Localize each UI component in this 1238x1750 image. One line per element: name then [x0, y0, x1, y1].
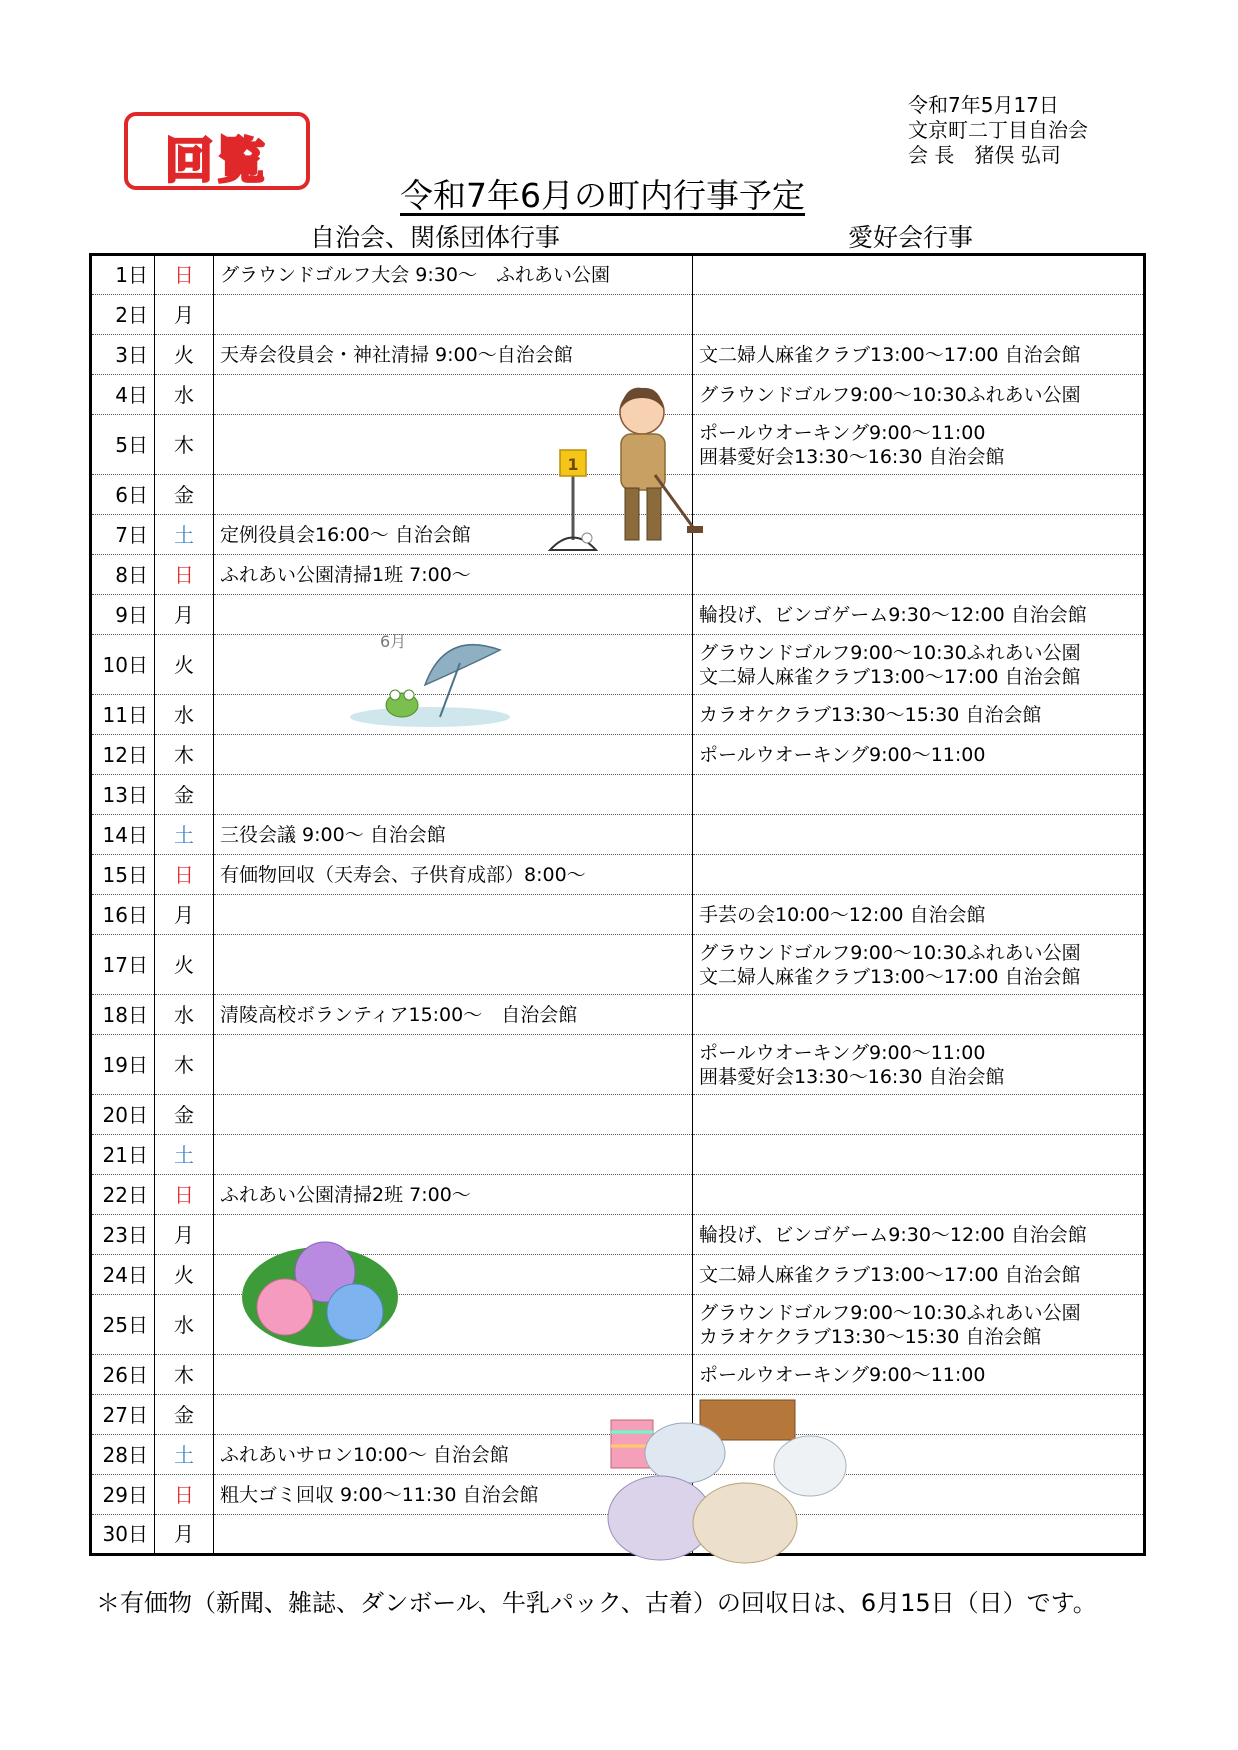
- row-date: 27日: [91, 1395, 155, 1435]
- row-date: 10日: [91, 635, 155, 695]
- row-weekday: 日: [155, 855, 214, 895]
- stamp-text: 回覧: [164, 133, 269, 189]
- bulky-garbage-illustration: [605, 1398, 850, 1566]
- events-column-heading: 自治会、関係団体行事: [310, 223, 561, 252]
- row-date: 7日: [91, 515, 155, 555]
- row-event: 粗大ゴミ回収 9:00～11:30 自治会館: [214, 1475, 693, 1515]
- row-date: 16日: [91, 895, 155, 935]
- row-date: 8日: [91, 555, 155, 595]
- row-weekday: 木: [155, 1035, 214, 1095]
- kairan-stamp: [124, 112, 310, 190]
- hydrangea-illustration: [240, 1232, 405, 1352]
- row-hobby: グラウンドゴルフ9:00～10:30ふれあい公園 文二婦人麻雀クラブ13:00～17:00 自治会館: [693, 635, 1145, 695]
- row-weekday: 火: [155, 1255, 214, 1295]
- row-hobby: [693, 1135, 1145, 1175]
- row-weekday: 木: [155, 1355, 214, 1395]
- row-date: 22日: [91, 1175, 155, 1215]
- row-date: 1日: [91, 255, 155, 295]
- row-hobby: [693, 555, 1145, 595]
- row-weekday: 金: [155, 1095, 214, 1135]
- umbrella-frog-illustration: [350, 625, 525, 730]
- row-event: ふれあい公園清掃1班 7:00～: [214, 555, 693, 595]
- row-hobby: [693, 1175, 1145, 1215]
- schedule-row: [91, 855, 1145, 895]
- schedule-row: [91, 295, 1145, 335]
- organization: 文京町二丁目自治会: [908, 118, 1088, 142]
- row-date: 23日: [91, 1215, 155, 1255]
- row-weekday: 日: [155, 555, 214, 595]
- row-date: 6日: [91, 475, 155, 515]
- row-hobby: [693, 815, 1145, 855]
- row-hobby: [693, 475, 1145, 515]
- row-weekday: 月: [155, 1515, 214, 1555]
- recycling-note: ＊有価物（新聞、雑誌、ダンボール、牛乳パック、古着）の回収日は、6月15日（日）です。: [96, 1589, 1097, 1617]
- row-weekday: 火: [155, 635, 214, 695]
- row-event: [214, 1035, 693, 1095]
- row-weekday: 水: [155, 695, 214, 735]
- umbrella-label: 6月: [380, 632, 407, 651]
- row-weekday: 土: [155, 1135, 214, 1175]
- row-weekday: 金: [155, 1395, 214, 1435]
- row-weekday: 日: [155, 1175, 214, 1215]
- row-date: 29日: [91, 1475, 155, 1515]
- row-date: 11日: [91, 695, 155, 735]
- row-event: ふれあい公園清掃2班 7:00～: [214, 1175, 693, 1215]
- schedule-row: [91, 255, 1145, 295]
- chairperson: 会 長 猪俣 弘司: [908, 143, 1061, 167]
- row-date: 30日: [91, 1515, 155, 1555]
- schedule-row: [91, 695, 1145, 735]
- row-hobby: 文二婦人麻雀クラブ13:00～17:00 自治会館: [693, 1255, 1145, 1295]
- schedule-row: [91, 815, 1145, 855]
- schedule-row: [91, 595, 1145, 635]
- row-event: 定例役員会16:00～ 自治会館: [214, 515, 693, 555]
- row-hobby: グラウンドゴルフ9:00～10:30ふれあい公園 文二婦人麻雀クラブ13:00～17:00 自治会館: [693, 935, 1145, 995]
- header-info: [908, 93, 1088, 168]
- row-hobby: ポールウオーキング9:00～11:00 囲碁愛好会13:30～16:30 自治会館: [693, 1035, 1145, 1095]
- row-weekday: 水: [155, 995, 214, 1035]
- schedule-row: [91, 1355, 1145, 1395]
- row-weekday: 水: [155, 375, 214, 415]
- row-event: ふれあいサロン10:00～ 自治会館: [214, 1435, 693, 1475]
- row-weekday: 木: [155, 415, 214, 475]
- row-hobby: [693, 775, 1145, 815]
- row-date: 17日: [91, 935, 155, 995]
- row-hobby: [693, 515, 1145, 555]
- schedule-row: [91, 935, 1145, 995]
- row-weekday: 月: [155, 295, 214, 335]
- row-weekday: 日: [155, 255, 214, 295]
- row-event: [214, 1355, 693, 1395]
- golfer-illustration: [525, 380, 705, 565]
- row-weekday: 月: [155, 895, 214, 935]
- row-date: 3日: [91, 335, 155, 375]
- row-event: 有価物回収（天寿会、子供育成部）8:00～: [214, 855, 693, 895]
- row-hobby: 輪投げ、ビンゴゲーム9:30～12:00 自治会館: [693, 595, 1145, 635]
- flag-number: 1: [567, 455, 579, 474]
- row-hobby: [693, 1095, 1145, 1135]
- row-date: 28日: [91, 1435, 155, 1475]
- issue-date: 令和7年5月17日: [908, 93, 1059, 117]
- schedule-row: [91, 995, 1145, 1035]
- row-weekday: 水: [155, 1295, 214, 1355]
- row-weekday: 日: [155, 1475, 214, 1515]
- row-weekday: 木: [155, 735, 214, 775]
- row-hobby: 手芸の会10:00～12:00 自治会館: [693, 895, 1145, 935]
- row-date: 26日: [91, 1355, 155, 1395]
- hobby-column-heading: 愛好会行事: [848, 223, 974, 252]
- schedule-row: [91, 1175, 1145, 1215]
- row-event: [214, 1135, 693, 1175]
- row-date: 2日: [91, 295, 155, 335]
- row-event: グラウンドゴルフ大会 9:30～ ふれあい公園: [214, 255, 693, 295]
- row-weekday: 月: [155, 1215, 214, 1255]
- schedule-row: [91, 1095, 1145, 1135]
- row-date: 14日: [91, 815, 155, 855]
- row-event: 清陵高校ボランティア15:00～ 自治会館: [214, 995, 693, 1035]
- row-weekday: 土: [155, 815, 214, 855]
- schedule-row: [91, 1035, 1145, 1095]
- row-hobby: [693, 995, 1145, 1035]
- row-date: 9日: [91, 595, 155, 635]
- row-event: [214, 895, 693, 935]
- row-weekday: 火: [155, 335, 214, 375]
- row-weekday: 土: [155, 1435, 214, 1475]
- row-weekday: 金: [155, 775, 214, 815]
- row-hobby: グラウンドゴルフ9:00～10:30ふれあい公園 カラオケクラブ13:30～15:30 自治会館: [693, 1295, 1145, 1355]
- row-hobby: [693, 255, 1145, 295]
- row-date: 18日: [91, 995, 155, 1035]
- row-event: [214, 735, 693, 775]
- schedule-row: [91, 335, 1145, 375]
- row-weekday: 金: [155, 475, 214, 515]
- row-hobby: [693, 855, 1145, 895]
- schedule-row: [91, 1135, 1145, 1175]
- page-title: 令和7年6月の町内行事予定: [400, 176, 805, 215]
- row-date: 4日: [91, 375, 155, 415]
- row-hobby: ポールウオーキング9:00～11:00: [693, 735, 1145, 775]
- row-event: [214, 775, 693, 815]
- row-hobby: カラオケクラブ13:30～15:30 自治会館: [693, 695, 1145, 735]
- row-date: 25日: [91, 1295, 155, 1355]
- row-hobby: グラウンドゴルフ9:00～10:30ふれあい公園: [693, 375, 1145, 415]
- row-hobby: [693, 295, 1145, 335]
- row-hobby: ポールウオーキング9:00～11:00 囲碁愛好会13:30～16:30 自治会館: [693, 415, 1145, 475]
- schedule-row: [91, 635, 1145, 695]
- row-date: 12日: [91, 735, 155, 775]
- row-date: 15日: [91, 855, 155, 895]
- row-event: 三役会議 9:00～ 自治会館: [214, 815, 693, 855]
- row-date: 21日: [91, 1135, 155, 1175]
- row-event: [214, 295, 693, 335]
- row-date: 20日: [91, 1095, 155, 1135]
- row-event: [214, 935, 693, 995]
- row-weekday: 月: [155, 595, 214, 635]
- row-date: 13日: [91, 775, 155, 815]
- row-hobby: 文二婦人麻雀クラブ13:00～17:00 自治会館: [693, 335, 1145, 375]
- row-hobby: ポールウオーキング9:00～11:00: [693, 1355, 1145, 1395]
- row-weekday: 土: [155, 515, 214, 555]
- row-date: 24日: [91, 1255, 155, 1295]
- row-date: 19日: [91, 1035, 155, 1095]
- schedule-row: [91, 775, 1145, 815]
- schedule-row: [91, 735, 1145, 775]
- row-hobby: 輪投げ、ビンゴゲーム9:30～12:00 自治会館: [693, 1215, 1145, 1255]
- row-date: 5日: [91, 415, 155, 475]
- schedule-row: [91, 895, 1145, 935]
- row-event: 天寿会役員会・神社清掃 9:00～自治会館: [214, 335, 693, 375]
- row-event: [214, 1095, 693, 1135]
- row-weekday: 火: [155, 935, 214, 995]
